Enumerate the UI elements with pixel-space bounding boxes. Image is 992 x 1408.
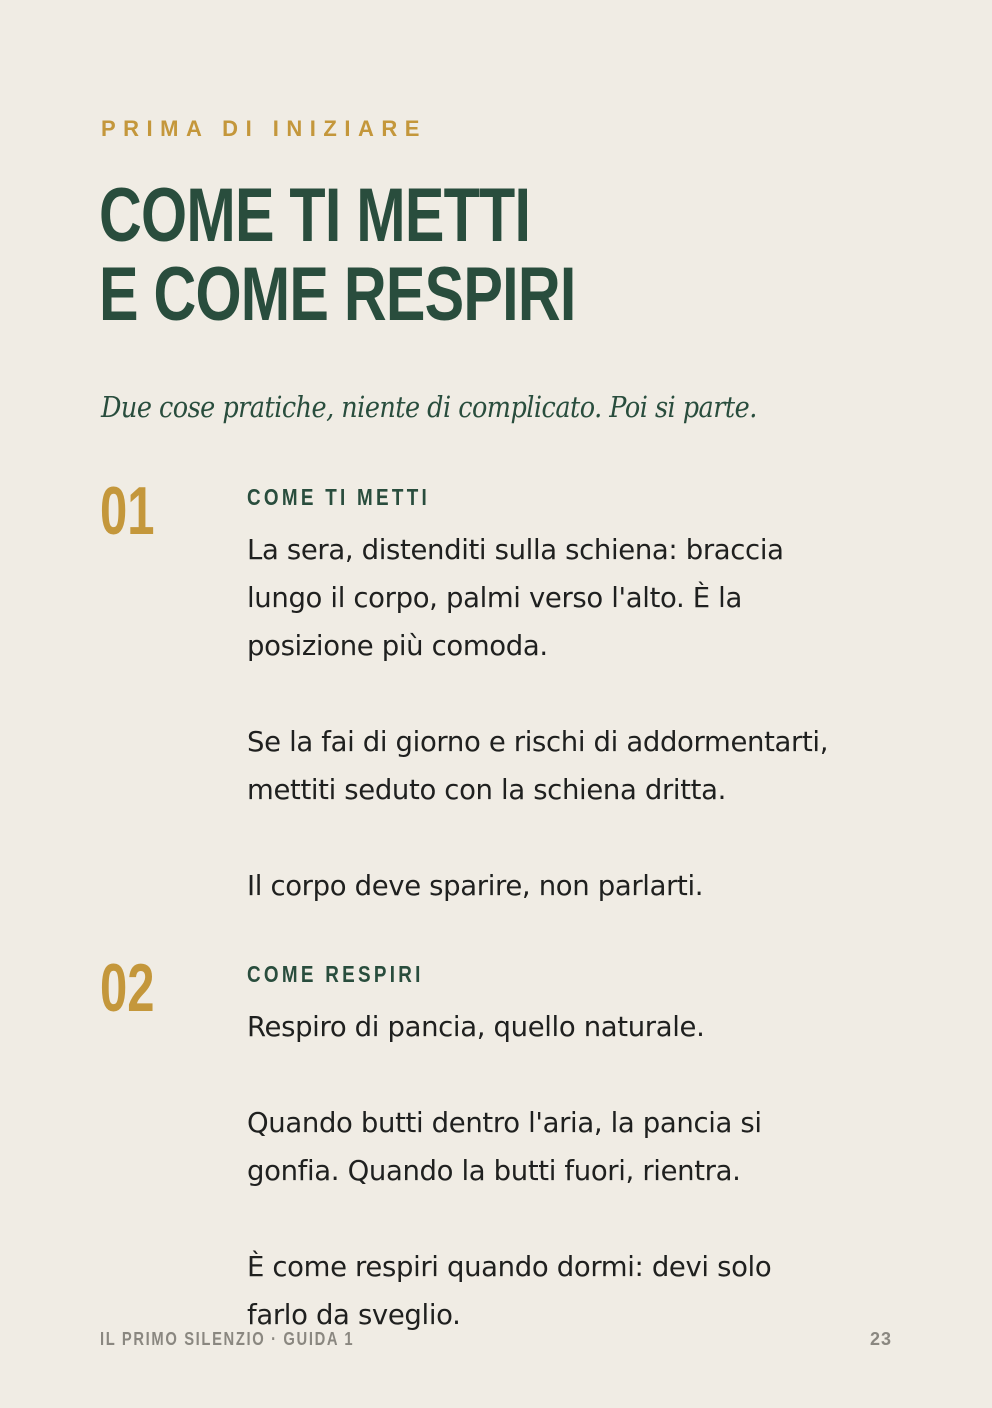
section-heading-01: COME TI METTI (247, 484, 431, 510)
page-title-line-1: COME TI METTI (99, 173, 531, 258)
body-line: posizione più comoda. (247, 630, 548, 662)
body-line: Il corpo deve sparire, non parlarti. (247, 870, 704, 902)
section-body-02 (247, 1003, 897, 1339)
body-line: Se la fai di giorno e rischi di addormentarti, (247, 726, 829, 758)
body-line: farlo da sveglio. (247, 1299, 461, 1331)
footer-page-number: 23 (870, 1329, 893, 1349)
body-line: gonfia. Quando la butti fuori, rientra. (247, 1155, 741, 1187)
body-line: lungo il corpo, palmi verso l'alto. È la (247, 582, 742, 614)
body-paragraph (247, 1003, 897, 1051)
section-heading-02: COME RESPIRI (247, 961, 424, 987)
body-line: Respiro di pancia, quello naturale. (247, 1011, 705, 1043)
page-title-line-2: E COME RESPIRI (99, 252, 576, 337)
section-number-01: 01 (100, 473, 155, 549)
body-line: È come respiri quando dormi: devi solo (247, 1251, 772, 1283)
section-kicker: PRIMA DI INIZIARE (101, 116, 427, 141)
body-line: La sera, distenditi sulla schiena: braccia (247, 534, 784, 566)
body-line: Quando butti dentro l'aria, la pancia si (247, 1107, 762, 1139)
body-paragraph (247, 1099, 897, 1195)
body-paragraph (247, 718, 897, 814)
section-body-01 (247, 526, 897, 910)
footer-book-title: IL PRIMO SILENZIO · GUIDA 1 (100, 1329, 355, 1349)
page-subtitle: Due cose pratiche, niente di complicato. Poi si parte. (101, 390, 757, 424)
section-number-02: 02 (100, 950, 155, 1026)
body-paragraph (247, 1243, 897, 1339)
body-paragraph (247, 862, 897, 910)
page-title (99, 173, 576, 337)
body-line: mettiti seduto con la schiena dritta. (247, 774, 726, 806)
body-paragraph (247, 526, 897, 670)
